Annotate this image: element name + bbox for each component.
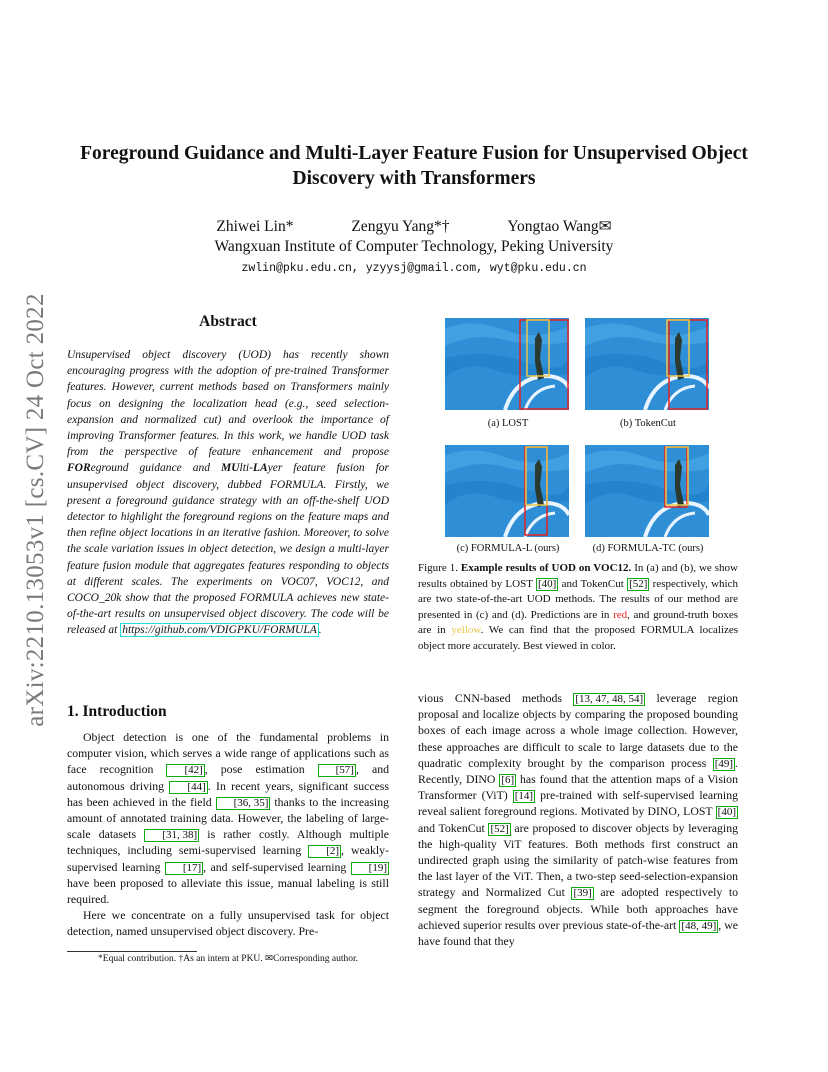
caption-title: Example results of UOD on VOC12. [460, 562, 632, 574]
author-list [60, 217, 768, 236]
right-column-body [418, 690, 738, 949]
abstract-bold: MU [220, 462, 240, 475]
text: respectively, which are two state-of-the-art UOD methods. The results of our method are presented in (c) and (d). Predictions are in [418, 577, 738, 621]
paper-title [60, 141, 768, 191]
intro-paragraph-2: Here we concentrate on a fully unsupervised task for object detection, named unsupervised object discovery. Pre- [67, 908, 389, 939]
figure-image-formula-l [445, 445, 569, 537]
citation-link[interactable]: [49] [714, 757, 734, 770]
citation-link[interactable]: [48, 49] [681, 919, 717, 932]
text: In (a) and (b), we show results obtained by LOST [418, 562, 738, 590]
citation-link[interactable]: [31, 38] [144, 829, 199, 842]
citation-link[interactable]: [14] [514, 790, 534, 803]
abstract-bold: LA [252, 462, 268, 475]
abstract-heading: Abstract [199, 313, 257, 330]
abstract-text: eground guidance and [90, 462, 221, 475]
citation-link[interactable]: [6] [501, 774, 515, 787]
section-heading-introduction: 1. Introduction [67, 703, 167, 720]
abstract-text: Unsupervised object discovery (UOD) has recently shown encouraging progress with the adoption of pre-trained Transformer features. However, current methods based on Transformers mainly focus on designing the localization head (e.g., seed selection-expansion and normalized cut) and overlook the importance of improving Transformer features. In this work, we handle UOD task from the perspective of feature enhancement and propose [67, 349, 389, 459]
text: have been proposed to alleviate this issue, manual labeling is still required. [67, 875, 389, 907]
figure-image-formula-tc [585, 445, 709, 537]
code-link[interactable]: https://github.com/VDIGPKU/FORMULA [122, 624, 317, 637]
text: are adopted respectively to segment the foreground objects. While both approaches have achieved superior results over previous state-of-the-art [418, 885, 738, 932]
subfigure-label-d: (d) FORMULA-TC (ours) [592, 543, 704, 554]
author-2: Zengyu Yang*† [351, 218, 450, 235]
intro-paragraph-1 [67, 729, 389, 907]
text: Object detection is one of the fundamental problems in computer vision, which serves a wide range of applications such as face recognition [67, 730, 389, 777]
text: , and autonomous driving [67, 762, 389, 793]
citation-link[interactable]: [13, 47, 48, 54] [575, 693, 644, 705]
citation-link[interactable]: [52] [490, 822, 509, 835]
figure-caption [418, 561, 738, 655]
citation-link[interactable]: [2] [308, 845, 341, 858]
pool-photo-b [585, 318, 709, 410]
subfigure-label-b: (b) TokenCut [620, 418, 676, 429]
text: pre-trained with self-supervised learning reveal salient foreground regions. Motivated by DINO, LOST [418, 788, 738, 819]
affiliation: Wangxuan Institute of Computer Technology, Peking University [214, 238, 614, 255]
citation-link[interactable]: [17] [165, 862, 203, 875]
abstract-text: yer feature fusion for unsupervised object discovery, dubbed FORMULA. Firstly, we present a foreground guidance strategy with an off-the-shelf UOD detector to highlight the foreground regions on the feature maps and then refine object locations in an iterative fashion. Moreover, to solve the scale variation issues in object detection, we design a multi-layer feature fusion module that aggregates features responding to objects at different scales. The experiments on VOC07, VOC12, and COCO_20k show that the proposed FORMULA achieves new state-of-the-art results on unsupervised object discovery. The code will be released at [67, 462, 389, 637]
pool-photo-a [445, 318, 569, 410]
abstract-body [67, 347, 389, 639]
abstract-text: lti- [239, 462, 253, 475]
abstract-bold: FOR [67, 462, 91, 475]
red-label: red [613, 608, 628, 621]
text: and TokenCut [418, 820, 489, 835]
text: are proposed to discover objects by leveraging the high-quality ViT features. Both methods first construct an undirected graph using the similarity of patch-wise features from the last layer of the ViT. Then, a two-step seed-selection-expansion strategy and Normalized Cut [418, 820, 738, 900]
citation-link[interactable]: [39] [573, 887, 592, 900]
citation-link[interactable]: [19] [351, 862, 389, 875]
text: and TokenCut [558, 577, 628, 590]
text: thanks to the increasing amount of annotated training data. However, the labeling of large-scale datasets [67, 794, 389, 842]
citation-link[interactable]: [36, 35] [216, 797, 271, 810]
subfigure-label-c: (c) FORMULA-L (ours) [456, 543, 560, 554]
citation-link[interactable]: [52] [629, 577, 648, 590]
citation-link[interactable]: [57] [318, 764, 356, 777]
author-1: Zhiwei Lin* [216, 218, 294, 235]
citation-link[interactable]: [40] [538, 577, 557, 590]
subfigure-label-a: (a) LOST [487, 418, 529, 429]
figure-image-tokencut [585, 318, 709, 410]
author-3: Yongtao Wang✉ [507, 218, 612, 235]
text: has found that the attention maps of a Vision Transformer (ViT) [418, 772, 738, 803]
text: vious CNN-based methods [418, 691, 574, 705]
yellow-label: yellow [451, 624, 481, 637]
text: . In recent years, significant success has been achieved in the field [67, 778, 389, 809]
text: is rather costly. Although multiple techniques, including semi-supervised learning [67, 827, 390, 858]
citation-link[interactable]: [40] [717, 806, 736, 819]
arxiv-stamp-text: arXiv:2210.13053v1 [cs.CV] 24 Oct 2022 [22, 293, 49, 727]
text: . We can find that the proposed FORMULA localizes object more accurately. Best viewed in color. [418, 624, 738, 652]
figure-image-lost [445, 318, 569, 410]
text: leverage region proposal and localize objects by comparing the proposed bounding boxes of each image across a whole image collection. However, these approaches are difficult to scale to large datasets due to the quadratic complexity brought by the comparison process [418, 691, 738, 770]
pool-photo-c [445, 445, 569, 537]
text: , pose estimation [204, 762, 318, 777]
footnote: *Equal contribution. †As an intern at PKU. ✉Corresponding author. [98, 954, 358, 964]
title-line-1: Foreground Guidance and Multi-Layer Feature Fusion for Unsupervised Object [80, 143, 748, 164]
title-line-2: Discovery with Transformers [292, 168, 536, 189]
text: , and ground-truth boxes are in [418, 608, 738, 637]
caption-label: Figure 1. [418, 562, 458, 574]
arxiv-stamp [10, 290, 62, 730]
pool-photo-d [585, 445, 709, 537]
text: , and self-supervised learning [203, 859, 351, 874]
text: , we have found that they [418, 917, 738, 949]
citation-link[interactable]: [42] [166, 764, 204, 777]
text: . Recently, DINO [418, 755, 738, 787]
introduction-body [67, 729, 389, 940]
author-emails: zwlin@pku.edu.cn, yzyysj@gmail.com, wyt@pku.edu.cn [241, 262, 587, 275]
citation-link[interactable]: [44] [169, 781, 207, 794]
footnote-divider [67, 951, 197, 952]
text: , weakly-supervised learning [67, 843, 389, 874]
abstract-text: . [318, 624, 322, 637]
